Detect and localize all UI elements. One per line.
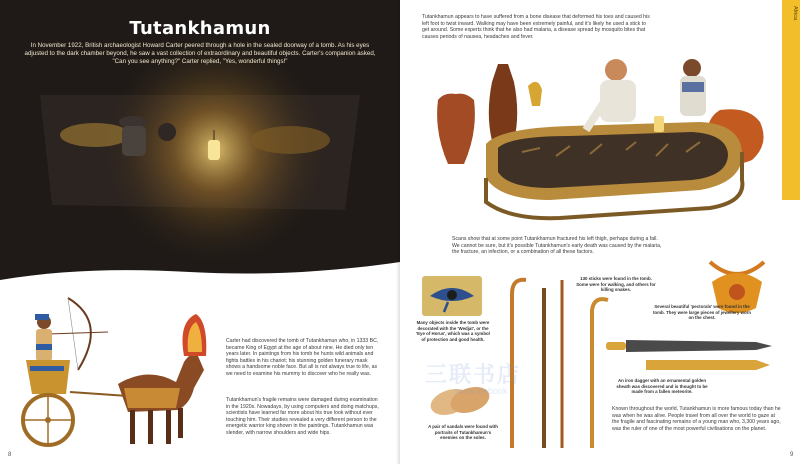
page-number-left: 8 <box>8 452 12 458</box>
left-paragraph-2: Tutankhamun's fragile remains were damaged during examination in the 1920s. Nowadays, by using computers and doing matchups, scientists have learned far more about his true look without ever touching him. Their studies revealed a very different person to the energetic warrior king shown in the paintings. Tutankhamun was slender, with narrow shoulders and wide hips. <box>226 397 379 436</box>
iron-dagger-illustration <box>606 336 776 372</box>
page-title: Tutankhamun <box>129 18 271 39</box>
sarcophagus-illustration <box>430 52 790 242</box>
caption-dagger: An iron dagger with an ornamental golden sheath was discovered and is thought to be made from a fallen meteorite. <box>616 378 708 395</box>
right-paragraph-1: Tutankhamun appears to have suffered from a bone disease that deformed his toes and caused his left foot to twist inward. Walking may have been extremely painful, and it's likely he used a stick to get around. Some experts think that he also had malaria, a disease spread by mosquito bites that causes periods of nausea, headaches and fever. <box>422 14 650 40</box>
intro-paragraph: In November 1922, British archaeologist Howard Carter peered through a hole in the sealed doorway of a tomb. As his eyes adjusted to the dark chamber beyond, he saw a vast collection of extraordinary and beautiful objects. Carter's companion asked, "Can you see anything?" Carter replied, "Yes, wonderful things!" <box>24 42 376 65</box>
left-paragraph-1: Carter had discovered the tomb of Tutankhamun who, in 1333 BC, became King of Egypt at the age of about nine. He died only ten years later. In paintings from his tomb he hunts wild animals and fights battles in his chariot; his stunning golden funerary mask shows a handsome noble face. But all is not always true to life, as we need to examine his mummy to discover who he really was. <box>226 338 379 377</box>
chariot-illustration <box>8 292 218 460</box>
eye-of-horus-icon <box>422 276 482 316</box>
caption-eye-of-horus: Many objects inside the tomb were decorated with the 'Wedjat', or the 'Eye of Horus', which was a symbol of protection and good health. <box>416 320 490 342</box>
caption-sandals: A pair of sandals were found with portraits of Tutankhamun's enemies on the soles. <box>428 424 498 441</box>
section-tab <box>782 0 800 200</box>
closing-paragraph: Known throughout the world, Tutankhamun is more famous today than he was when he was alive. People travel from all over the world to gaze at the fragile and fascinating remains of a young man who, 3,300 years ago, was the ruler of one of the most powerful civilisations on the planet. <box>612 406 781 432</box>
right-paragraph-2: Scans show that at some point Tutankhamun fractured his left thigh, perhaps during a fall. We cannot be sure, but it's possible Tutankhamun's early death was caused by the malaria, the fracture, an infection, or a combination of all these factors. <box>452 236 662 256</box>
caption-pectorals: Several beautiful 'pectorals' were found in the tomb. They were large pieces of jewellery worn on the chest. <box>652 304 752 321</box>
watermark-url: www.lifebook <box>455 386 508 396</box>
section-tab-label: Africa <box>792 6 798 21</box>
page-number-right: 9 <box>790 452 794 458</box>
watermark: 三联书店 <box>425 362 522 387</box>
caption-sticks: 130 sticks were found in the tomb. Some were for walking, and others for killing snakes. <box>576 276 656 293</box>
